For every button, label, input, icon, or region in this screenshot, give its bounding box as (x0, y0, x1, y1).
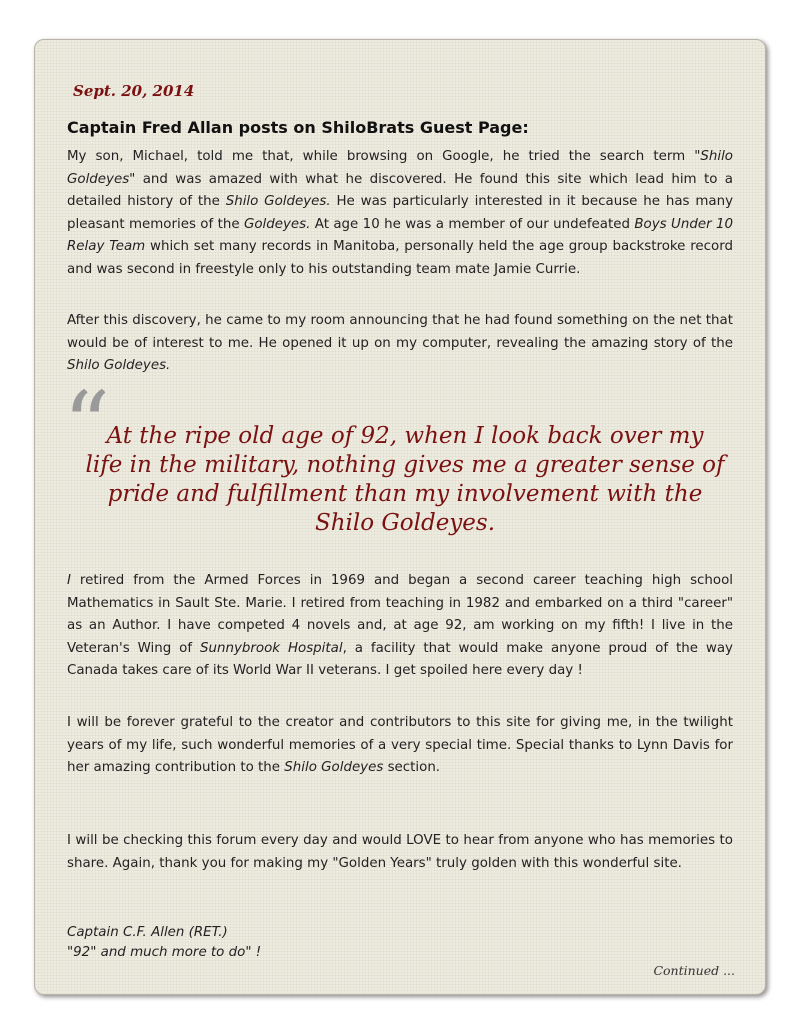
paragraph-4 (67, 712, 733, 780)
text-run: section. (383, 760, 441, 775)
text-run: At age 10 he was a member of our undefeated (310, 216, 635, 232)
text-run: He was particularly interested in it because he has many pleasant memories of the (67, 194, 734, 232)
text-run-italic: Shilo Goldeyes. (225, 194, 331, 209)
text-run-italic: Shilo Goldeyes (284, 760, 384, 775)
paragraph-2 (67, 310, 733, 378)
pull-quote: At the ripe old age of 92, when I look back over my life in the military, nothing gives me a greater sense of pride and fulfillment than my involvement with the Shilo Goldeyes. (85, 423, 725, 536)
text-run: which set many records in Manitoba, personally held the age group backstroke record and was second in freestyle only to his outstanding team mate Jamie Currie. (67, 239, 733, 277)
signature (67, 923, 261, 963)
text-run: My son, Michael, told me that, while browsing on Google, he tried the search term (67, 149, 695, 164)
text-run-italic: Shilo Goldeyes. (67, 358, 171, 373)
text-run: retired from the Armed Forces in 1969 and began a second career teaching high school Mathematics in Sault Ste. Marie. I retired from teaching in 1982 and embarked on a third "career" as an Author. I have competed 4 novels and, at age 92, am working on my fifth! I live in the Veteran's Wing of (67, 573, 733, 656)
text-run-italic: Sunnybrook Hospital (200, 640, 343, 656)
paragraph-3 (67, 570, 733, 683)
text-run-italic: Goldeyes. (243, 216, 311, 232)
post-headline: Captain Fred Allan posts on ShiloBrats Guest Page: (67, 118, 529, 137)
text-run-italic: "Shilo Goldeyes" (67, 149, 733, 187)
text-run: After this discovery, he came to my room announcing that he had found something on the net that would be of interest to me. He opened it up on my computer, revealing the amazing story of the (67, 313, 733, 351)
text-run: , a facility that would make anyone proud of the way Canada takes care of its World War II veterans. I get spoiled here every day ! (67, 640, 733, 678)
text-run-italic: I (67, 573, 71, 588)
paragraph-5: I will be checking this forum every day and would LOVE to hear from anyone who has memories to share. Again, thank you for making my "Golden Years" truly golden with this wonderful site. (67, 833, 733, 871)
continued-link[interactable]: Continued ... (653, 963, 735, 978)
signature-line-2: "92" and much more to do" ! (67, 945, 262, 960)
text-run-italic: Boys Under 10 Relay Team (67, 216, 733, 254)
text-run: I will be forever grateful to the creator and contributors to this site for giving me, in the twilight years of my life, such wonderful memories of a very special time. Special thanks to Lynn Davis for her amazing contribution to the (67, 715, 733, 775)
paragraph-1 (67, 146, 733, 281)
post-date: Sept. 20, 2014 (73, 82, 195, 100)
article-card (34, 39, 766, 995)
quote-mark-icon: “ (63, 372, 111, 479)
signature-line-1: Captain C.F. Allen (RET.) (67, 925, 228, 940)
text-run: and was amazed with what he discovered. He found this site which lead him to a detailed history of the (67, 171, 733, 209)
